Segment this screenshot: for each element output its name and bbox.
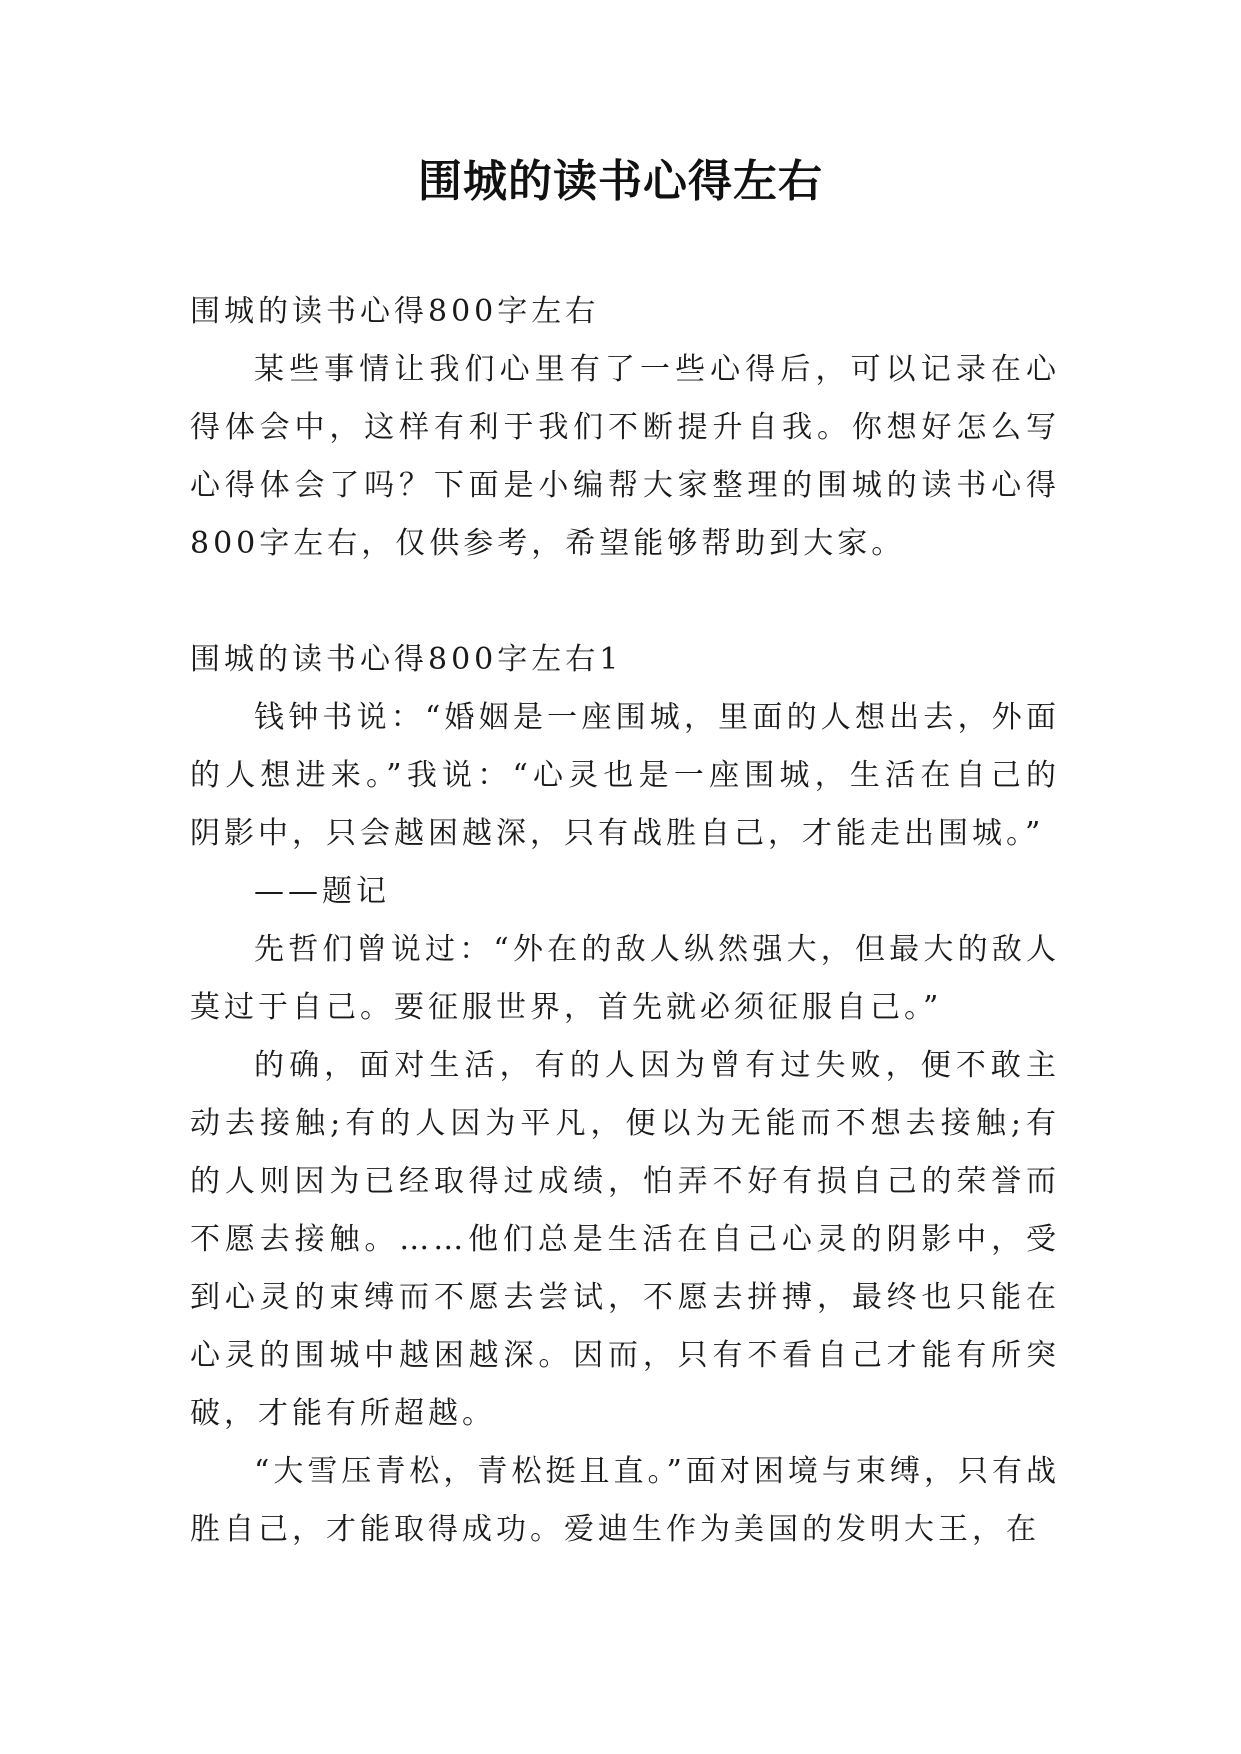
intro-paragraph: 某些事情让我们心里有了一些心得后，可以记录在心得体会中，这样有利于我们不断提升自我。你想好怎么写心得体会了吗？下面是小编帮大家整理的围城的读书心得800字左右，仅供参考，希望能够帮助到大家。 — [190, 352, 1060, 561]
body-paragraph: 先哲们曾说过：“外在的敌人纵然强大，但最大的敌人莫过于自己。要征服世界，首先就必须征服自己。” — [190, 932, 1060, 1025]
body-paragraph: 的确，面对生活，有的人因为曾有过失败，便不敢主动去接触;有的人因为平凡，便以为无能而不想去接触;有的人则因为已经取得过成绩，怕弄不好有损自己的荣誉而不愿去接触。……他们总是生活在自己心灵的阴影中，受到心灵的束缚而不愿去尝试，不愿去拼搏，最终也只能在心灵的围城中越困越深。因而，只有不看自己才能有所突破，才能有所超越。 — [190, 1048, 1060, 1431]
subheading: 围城的读书心得800字左右 — [190, 294, 600, 329]
body-paragraph: “大雪压青松，青松挺且直。”面对困境与束缚，只有战胜自己，才能取得成功。爱迪生作为美国的发明大王，在 — [190, 1454, 1060, 1547]
document-body — [190, 283, 1060, 1559]
subheading: 围城的读书心得800字左右1 — [190, 642, 623, 677]
paragraph-gap — [190, 573, 1060, 631]
epigraph-attribution: ——题记 — [254, 874, 390, 909]
document-title: 围城的读书心得左右 — [418, 156, 823, 207]
body-paragraph: 钱钟书说：“婚姻是一座围城，里面的人想出去，外面的人想进来。”我说：“心灵也是一座围城，生活在自己的阴影中，只会越困越深，只有战胜自己，才能走出围城。” — [190, 700, 1060, 851]
